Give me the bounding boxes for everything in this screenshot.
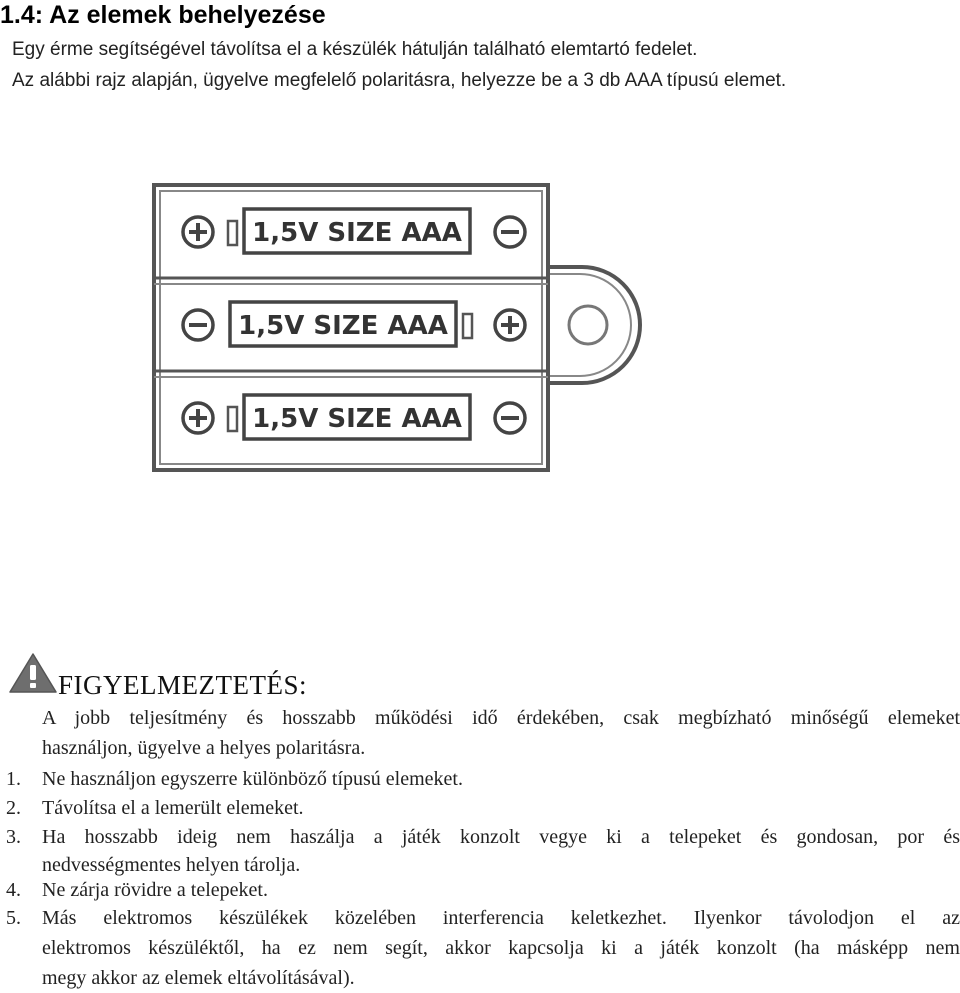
battery-1 [183,209,525,253]
list-item-number: 4. [6,879,21,901]
list-item: Ne használjon egyszerre különböző típusú elemeket. [42,768,463,790]
warning-heading: FIGYELMEZTETÉS: [58,670,307,700]
list-item-continuation: elektromos készüléktől, ha ez nem segít, akkor kapcsolja ki a játék konzolt (ha másképp nem [42,937,960,959]
minus-terminal-icon [495,217,525,247]
list-item: Távolítsa el a lemerült elemeket. [42,797,304,819]
minus-terminal-icon [495,403,525,433]
warning-intro-line-2: használjon, ügyelve a helyes polaritásra. [42,737,366,759]
warning-intro-line-1: A jobb teljesítmény és hosszabb működési idő érdekében, csak megbízható minőségű elemeket [42,707,960,729]
battery-1-label: 1,5V SIZE AAA [252,218,462,248]
list-item-continuation: nedvességmentes helyen tárolja. [42,854,301,876]
plus-terminal-icon [183,217,213,247]
list-item: Más elektromos készülékek közelében interferencia keletkezhet. Ilyenkor távolodjon el az [42,907,960,929]
battery-compartment-diagram [140,175,660,485]
battery-2 [183,302,525,346]
list-item-continuation: megy akkor az elemek eltávolításával). [42,967,355,989]
list-item-number: 3. [6,826,21,848]
battery-3-label: 1,5V SIZE AAA [252,404,462,434]
list-item: Ne zárja rövidre a telepeket. [42,879,268,901]
warning-triangle-icon [8,652,58,694]
plus-terminal-icon [183,403,213,433]
section-title: 1.4: Az elemek behelyezése [0,1,326,29]
battery-3 [183,395,525,439]
intro-line-2: Az alábbi rajz alapján, ügyelve megfelelő polaritásra, helyezze be a 3 db AAA típusú elemet. [12,70,787,91]
minus-terminal-icon [183,310,213,340]
plus-terminal-icon [495,310,525,340]
list-item: Ha hosszabb ideig nem haszálja a játék konzolt vegye ki a telepeket és gondosan, por és [42,826,960,848]
intro-line-1: Egy érme segítségével távolítsa el a készülék hátulján található elemtartó fedelet. [12,39,698,60]
list-item-number: 2. [6,797,21,819]
list-item-number: 5. [6,907,21,929]
list-item-number: 1. [6,768,21,790]
battery-2-label: 1,5V SIZE AAA [238,311,448,341]
